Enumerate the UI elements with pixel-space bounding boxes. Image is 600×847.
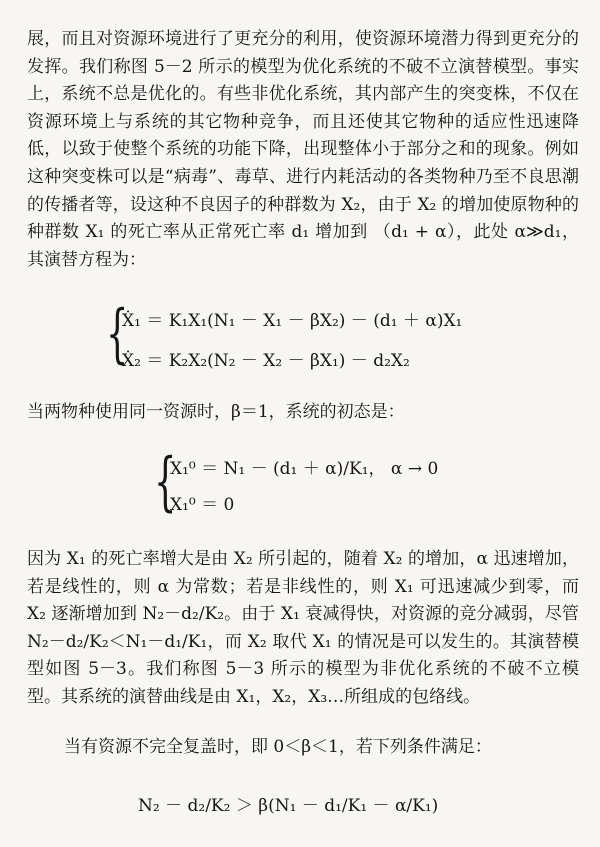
left-brace: { bbox=[154, 445, 177, 519]
paragraph-partial-overlap: 当有资源不完全复盖时，即 0＜β＜1，若下列条件满足： bbox=[64, 737, 492, 757]
paragraph-mortality-intro: 展，而且对资源环境进行了更充分的利用，使资源环境潜力得到更充分的发挥。我们称图 5－2 所示的模型为优化系统的不破不立演替模型。事实上，系统不总是优化的。有些非优化系统，其内部产生的突变株，不仅在资源环境上与系统的其它物种竞争，而且还使其它物种的适应性迅速降低，以致于使整个系统的功能下降，出现整体小于部分之和的现象。例如这种突变株可以是“病毒”、毒草、进行内耗活动的各类物种乃至不良思潮的传播者等，设这种不良因子的种群数为 X₂，由于 X₂ 的增加使原物种的种群数 X₁ 的死亡率从正常死亡率 d₁ 增加到 （d₁ + α），此处 α≫d₁，其演替方程为： bbox=[27, 29, 579, 270]
equation-initial-x1-zero: X₁⁰ ＝ 0 bbox=[170, 495, 235, 515]
paragraph-nonoptimized-model: 因为 X₁ 的死亡率增大是由 X₂ 所引起的，随着 X₂ 的增加，α 迅速增加，若是线性的，则 α 为常数；若是非线性的，则 X₁ 可迅速减少到零，而 X₂ 逐渐增加到 N₂－d₂/K₂。由于 X₁ 衰减得快，对资源的竞分减弱，尽管 N₂－d₂/K₂＜N₁－d₁/K₁，而 X₂ 取代 X₁ 的情况是可以发生的。其演替模型如图 5－3。我们称图 5－3 所示的模型为非优化系统的不破不立模型。其系统的演替曲线是由 X₁，X₂，X₃…所组成的包络线。 bbox=[27, 549, 579, 707]
equation-initial-x1: X₁⁰ ＝ N₁ － (d₁ ＋ α)/K₁， α → 0 bbox=[170, 459, 439, 479]
equation-x2-rate: Ẋ₂ ＝ K₂X₂(N₂ － X₂ － βX₁) － d₂X₂ bbox=[122, 351, 410, 371]
paragraph-initial-state: 当两物种使用同一资源时，β＝1，系统的初态是： bbox=[27, 402, 405, 422]
left-brace: { bbox=[106, 297, 129, 371]
equation-condition: N₂ － d₂/K₂ ＞ β(N₁ － d₁/K₁ － α/K₁) bbox=[138, 796, 439, 816]
equation-x1-rate: Ẋ₁ ＝ K₁X₁(N₁ － X₁ － βX₂) － (d₁ ＋ α)X₁ bbox=[122, 311, 463, 331]
